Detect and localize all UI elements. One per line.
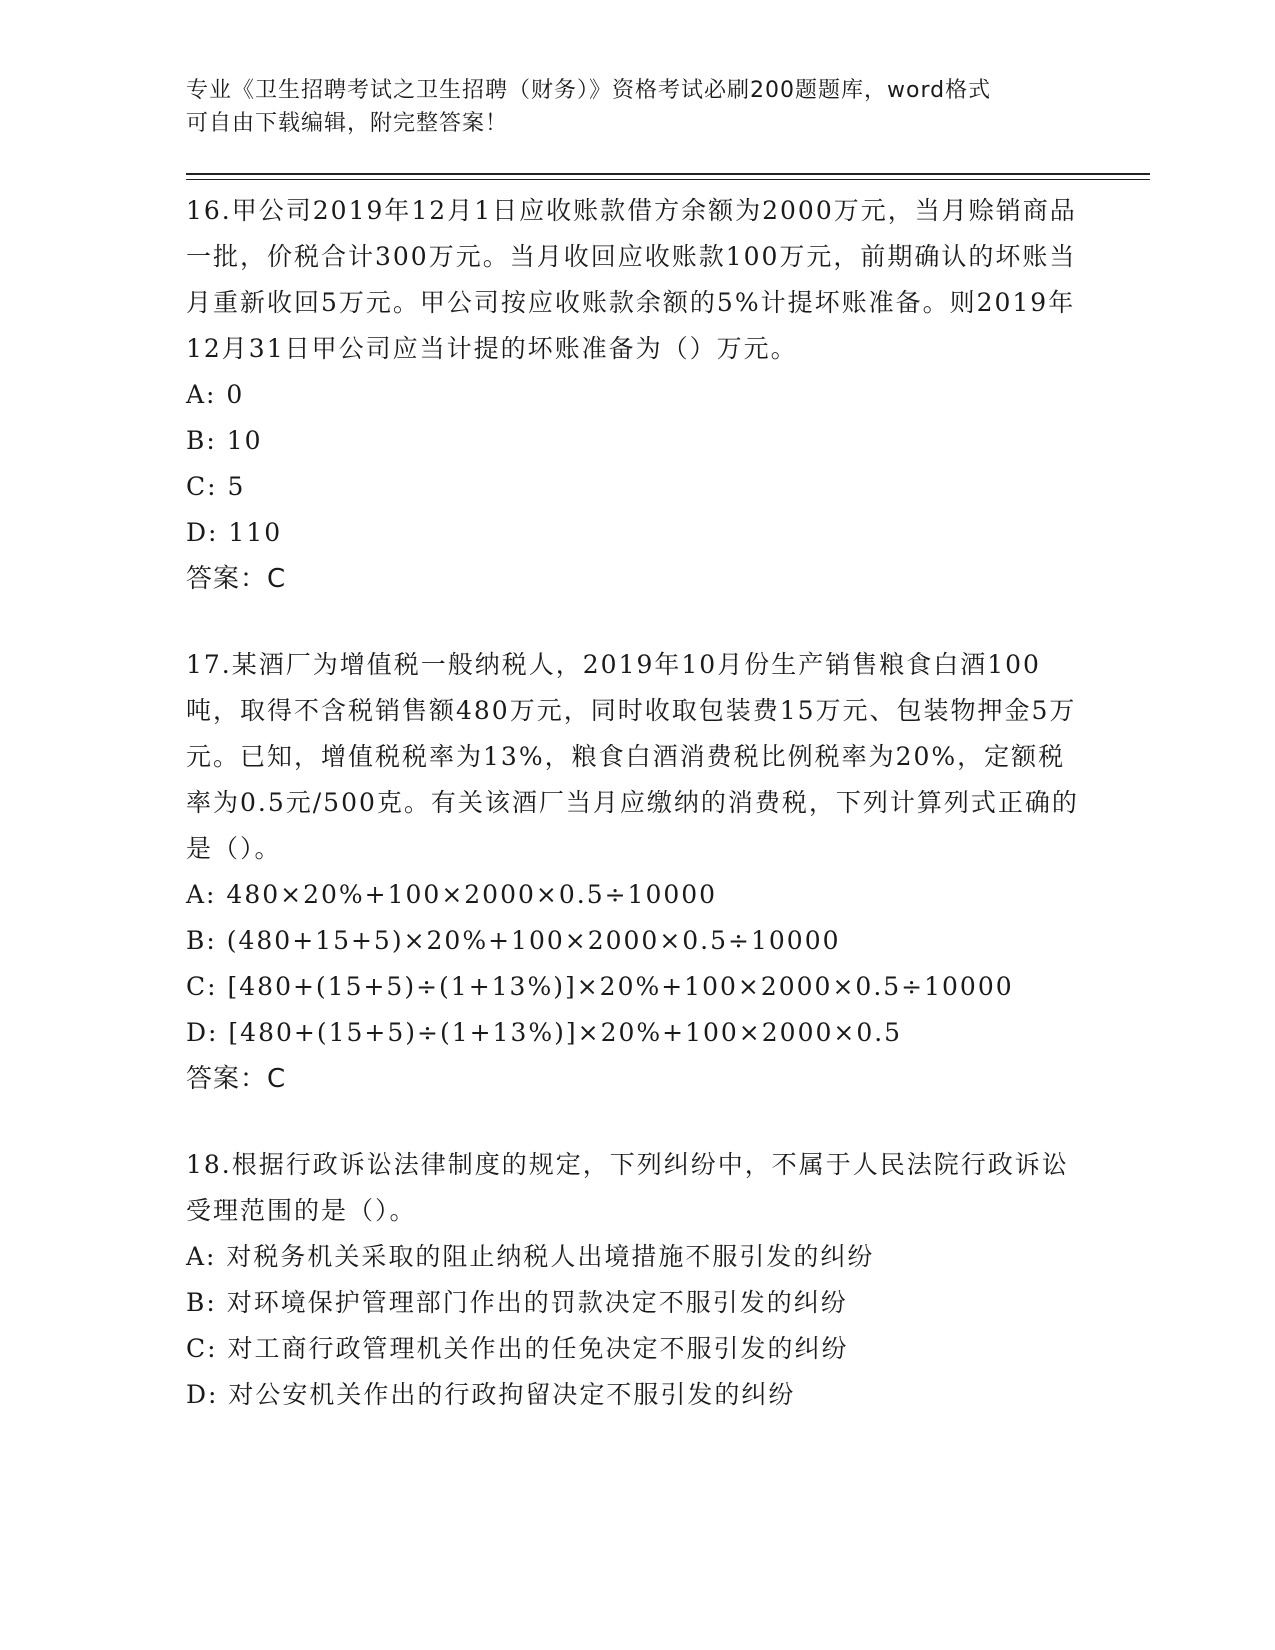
answer-line: 答案：C <box>186 564 287 594</box>
document-header <box>186 74 1086 140</box>
question-16 <box>186 188 1086 602</box>
question-gap <box>186 1102 1086 1142</box>
option-d: D: 对公安机关作出的行政拘留决定不服引发的纠纷 <box>186 1380 796 1409</box>
option-c: C: 对工商行政管理机关作出的任免决定不服引发的纠纷 <box>186 1334 849 1363</box>
option-b: B: (480+15+5)×20%+100×2000×0.5÷10000 <box>186 926 841 955</box>
option-a: A: 0 <box>186 380 245 409</box>
question-stem: 18.根据行政诉讼法律制度的规定，下列纠纷中，不属于人民法院行政诉讼受理范围的是（）。 <box>186 1150 1069 1225</box>
option-b: B: 10 <box>186 426 263 455</box>
option-c: C: [480+(15+5)÷(1+13%)]×20%+100×2000×0.5÷10000 <box>186 972 1014 1001</box>
header-divider-thick <box>186 173 1150 175</box>
header-line-2: 可自由下载编辑，附完整答案！ <box>186 111 509 136</box>
question-stem: 16.甲公司2019年12月1日应收账款借方余额为2000万元，当月赊销商品一批，价税合计300万元。当月收回应收账款100万元，前期确认的坏账当月重新收回5万元。甲公司按应收账款余额的5%计提坏账准备。则2019年12月31日甲公司应当计提的坏账准备为（）万元。 <box>186 196 1077 363</box>
option-c: C: 5 <box>186 472 246 501</box>
header-line-1: 专业《卫生招聘考试之卫生招聘（财务）》资格考试必刷200题题库，word格式 <box>186 78 992 103</box>
question-18 <box>186 1142 1086 1418</box>
answer-line: 答案：C <box>186 1064 287 1094</box>
option-d: D: 110 <box>186 518 283 547</box>
question-17 <box>186 642 1086 1102</box>
question-list <box>186 188 1086 1418</box>
question-gap <box>186 602 1086 642</box>
header-divider-thin <box>186 179 1150 180</box>
option-d: D: [480+(15+5)÷(1+13%)]×20%+100×2000×0.5 <box>186 1018 903 1047</box>
question-stem: 17.某酒厂为增值税一般纳税人，2019年10月份生产销售粮食白酒100吨，取得不含税销售额480万元，同时收取包装费15万元、包装物押金5万元。已知，增值税税率为13%，粮食白酒消费税比例税率为20%，定额税率为0.5元/500克。有关该酒厂当月应缴纳的消费税，下列计算列式正确的是（）。 <box>186 650 1079 863</box>
option-a: A: 480×20%+100×2000×0.5÷10000 <box>186 880 718 909</box>
option-b: B: 对环境保护管理部门作出的罚款决定不服引发的纠纷 <box>186 1288 848 1317</box>
option-a: A: 对税务机关采取的阻止纳税人出境措施不服引发的纠纷 <box>186 1242 875 1271</box>
